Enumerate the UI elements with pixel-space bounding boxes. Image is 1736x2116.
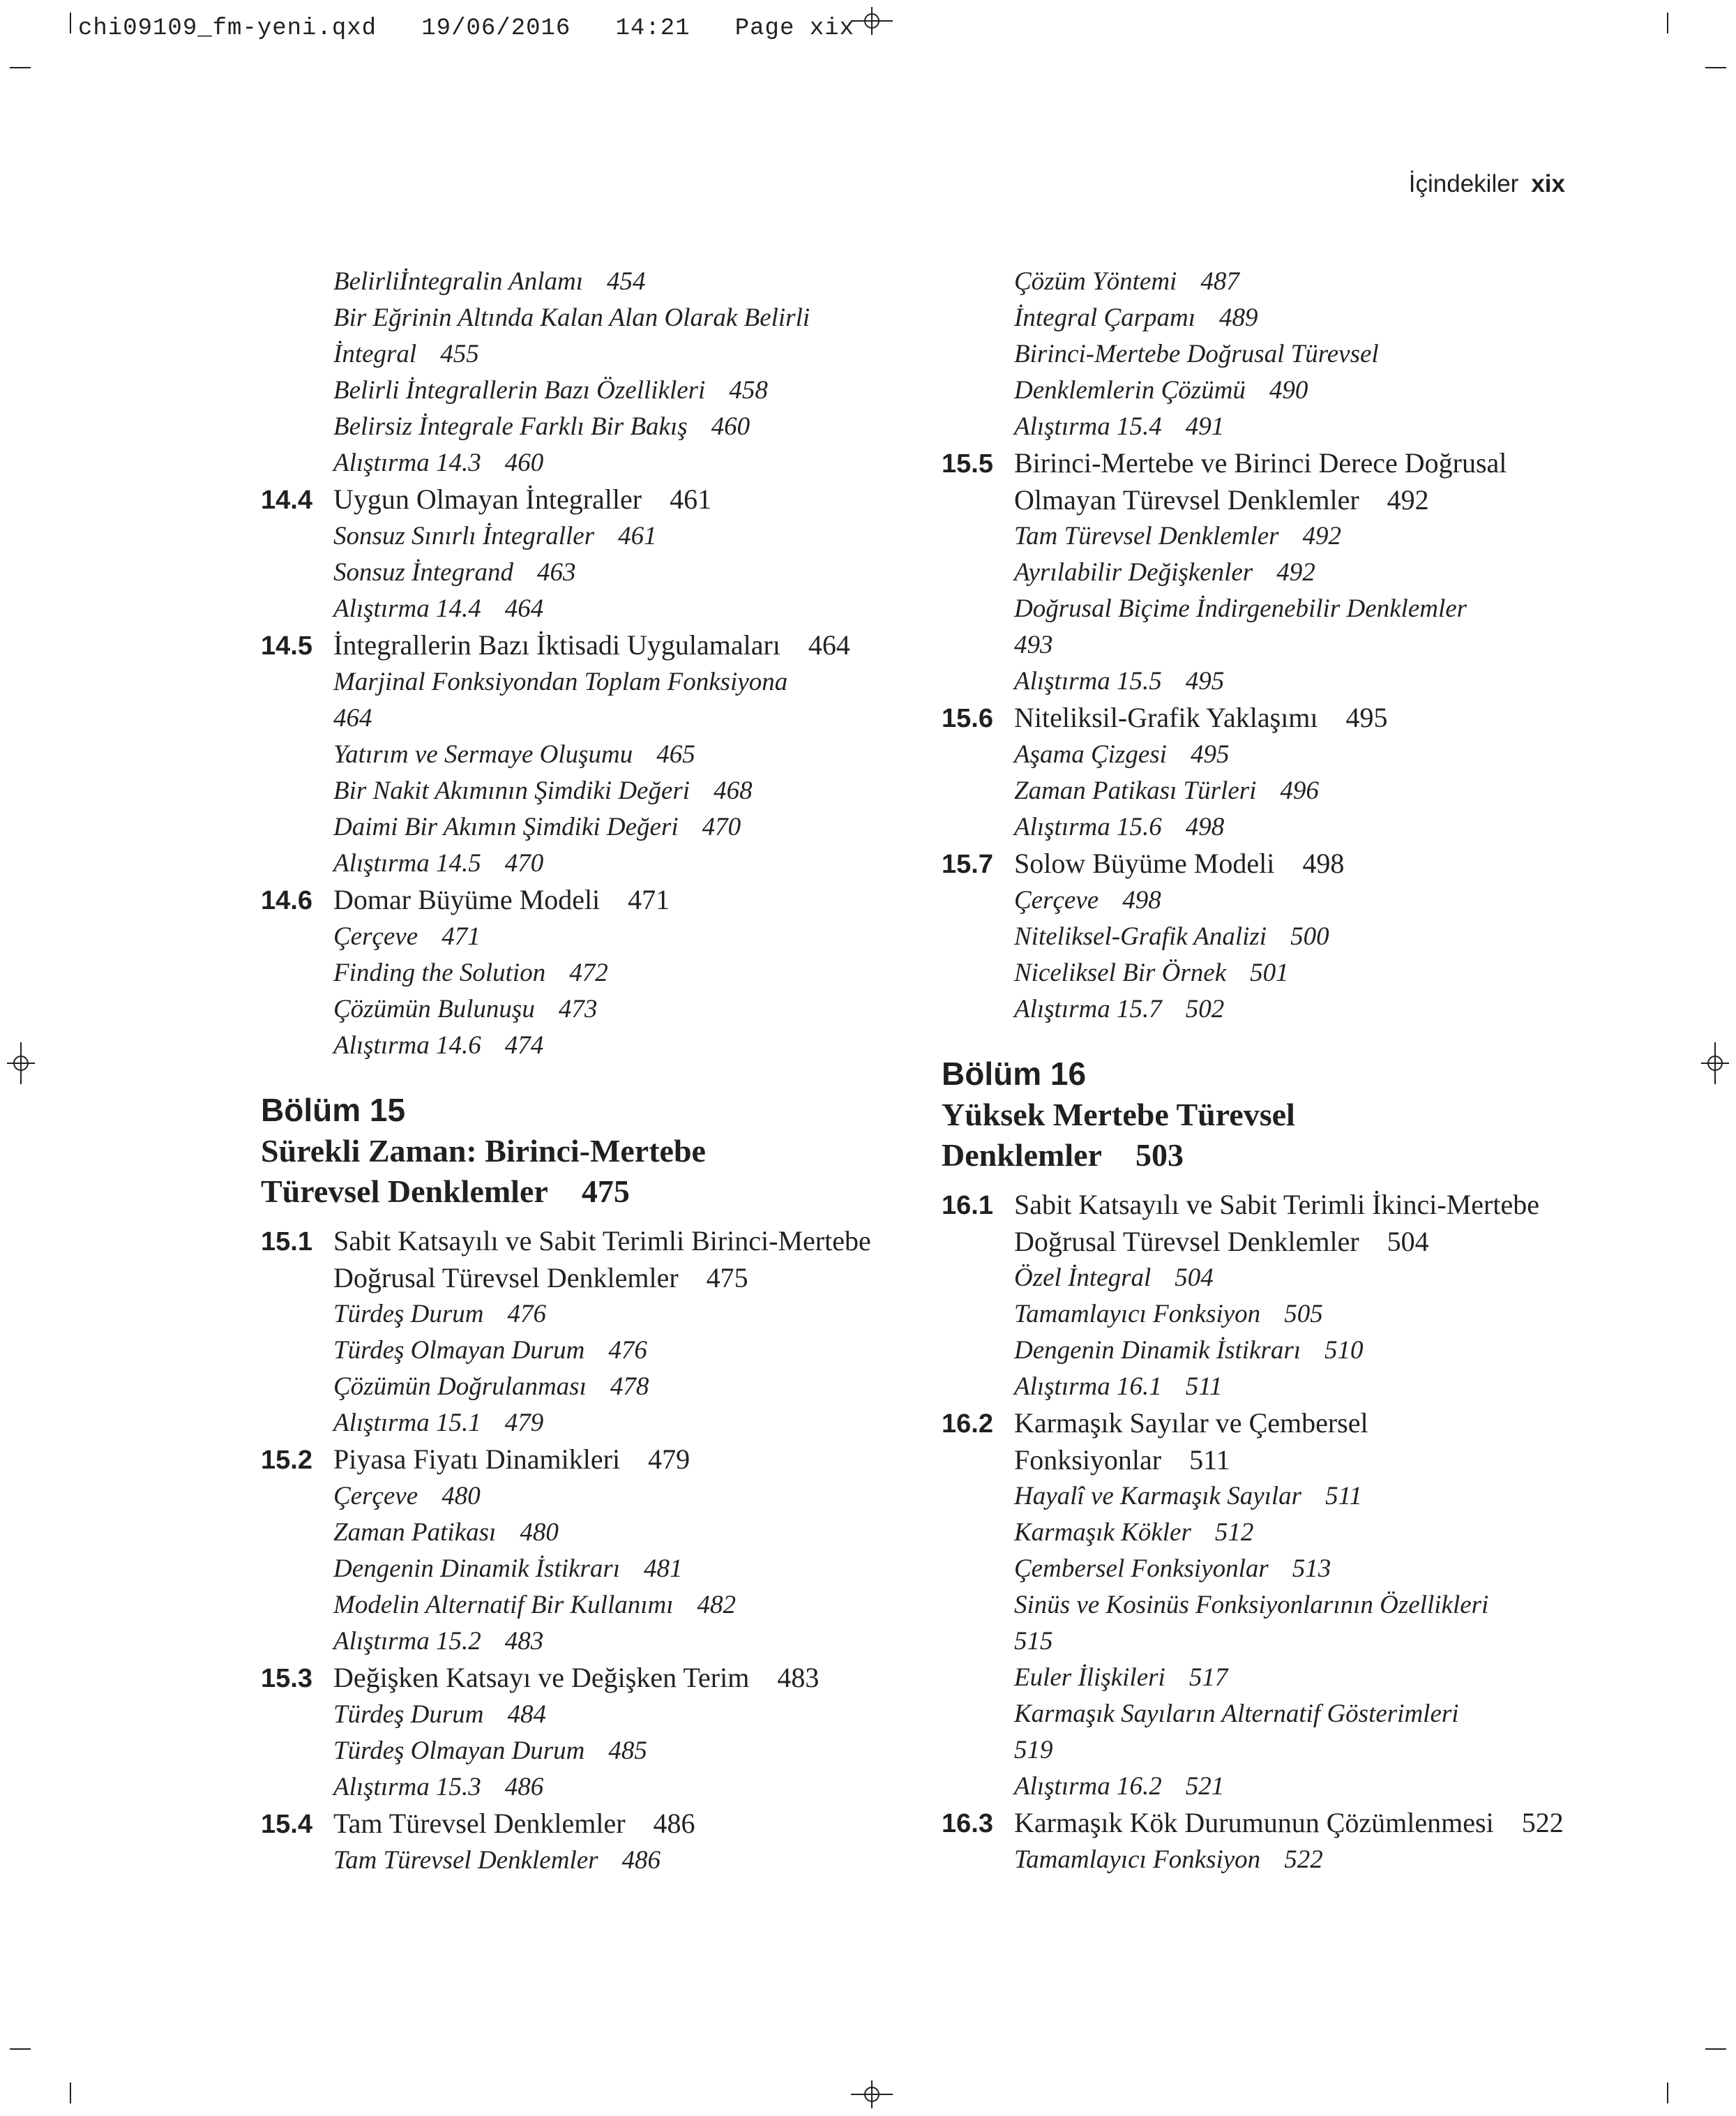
toc-subsection-entry bbox=[261, 264, 889, 300]
subsection-title: Alıştırma 14.6 bbox=[333, 1031, 481, 1060]
running-head bbox=[1409, 170, 1565, 198]
toc-subsection-entry bbox=[942, 627, 1590, 663]
subsection-page-number: 483 bbox=[504, 1627, 544, 1656]
subsection-title: Zaman Patikası bbox=[333, 1518, 497, 1547]
subsection-title: Sonsuz Sınırlı İntegraller bbox=[333, 522, 595, 550]
subsection-title: Daimi Bir Akımın Şimdiki Değeri bbox=[333, 813, 679, 841]
subsection-title: Çerçeve bbox=[333, 922, 418, 951]
toc-subsection-entry bbox=[261, 1769, 889, 1806]
section-title: Birinci-Mertebe ve Birinci Derece Doğrusal Olmayan Türevsel Denklemler bbox=[1014, 447, 1507, 516]
subsection-page-number: 482 bbox=[697, 1591, 737, 1619]
toc-section-entry bbox=[261, 882, 889, 919]
section-page-number: 486 bbox=[653, 1808, 695, 1839]
print-slug: chi09109_fm-yeni.qxd 19/06/2016 14:21 Page xix bbox=[78, 15, 854, 42]
subsection-page-number: 511 bbox=[1325, 1482, 1362, 1510]
subsection-title: Tamamlayıcı Fonksiyon bbox=[1014, 1300, 1261, 1328]
toc-subsection-entry bbox=[261, 1028, 889, 1064]
subsection-page-number: 471 bbox=[441, 922, 481, 951]
subsection-title: Çerçeve bbox=[333, 1482, 418, 1510]
toc-subsection-entry bbox=[261, 591, 889, 627]
toc-section-entry bbox=[261, 1806, 889, 1843]
subsection-title: Çözümün Bulunuşu bbox=[333, 995, 535, 1023]
subsection-title: Niteliksel-Grafik Analizi bbox=[1014, 922, 1267, 951]
toc-subsection-entry bbox=[942, 1696, 1590, 1732]
running-head-title: İçindekiler bbox=[1408, 170, 1519, 197]
chapter-page-number: 503 bbox=[1135, 1137, 1184, 1173]
toc-subsection-entry bbox=[261, 1733, 889, 1769]
subsection-title: Alıştırma 15.7 bbox=[1014, 995, 1162, 1023]
section-title: Değişken Katsayı ve Değişken Terim bbox=[333, 1662, 750, 1693]
subsection-title: Alıştırma 14.4 bbox=[333, 594, 481, 623]
toc-subsection-entry bbox=[942, 1551, 1590, 1587]
section-number: 14.4 bbox=[261, 486, 312, 515]
toc-subsection-entry bbox=[942, 1842, 1590, 1878]
toc-subsection-entry bbox=[942, 919, 1590, 955]
toc-subsection-entry bbox=[261, 1697, 889, 1733]
toc-subsection-entry bbox=[261, 1478, 889, 1515]
subsection-title: Çembersel Fonksiyonlar bbox=[1014, 1554, 1269, 1583]
subsection-page-number: 463 bbox=[536, 558, 576, 587]
section-page-number: 461 bbox=[670, 483, 712, 515]
subsection-page-number: 513 bbox=[1292, 1554, 1331, 1583]
subsection-title: Sinüs ve Kosinüs Fonksiyonlarının Özellikleri bbox=[1014, 1591, 1489, 1619]
chapter-heading bbox=[942, 1053, 1590, 1176]
subsection-title: Karmaşık Kökler bbox=[1014, 1518, 1191, 1547]
subsection-title: İntegral Çarpamı bbox=[1014, 303, 1196, 332]
subsection-page-number: 522 bbox=[1284, 1845, 1323, 1874]
subsection-title: Dengenin Dinamik İstikrarı bbox=[333, 1554, 621, 1583]
section-page-number: 483 bbox=[777, 1662, 820, 1693]
chapter-heading bbox=[261, 1089, 889, 1212]
subsection-title: Ayrılabilir Değişkenler bbox=[1014, 558, 1253, 587]
subsection-page-number: 470 bbox=[504, 849, 544, 878]
toc-subsection-entry bbox=[942, 1623, 1590, 1660]
subsection-title: 493 bbox=[1014, 631, 1053, 659]
toc-section-entry bbox=[942, 1805, 1590, 1842]
subsection-page-number: 511 bbox=[1185, 1372, 1223, 1401]
toc-subsection-entry bbox=[261, 955, 889, 991]
toc-subsection-entry bbox=[261, 664, 889, 700]
subsection-page-number: 492 bbox=[1302, 522, 1342, 550]
section-page-number: 511 bbox=[1189, 1444, 1230, 1476]
section-number: 15.2 bbox=[261, 1446, 312, 1475]
section-title: Karmaşık Kök Durumunun Çözümlenmesi bbox=[1014, 1807, 1494, 1838]
toc-subsection-entry bbox=[261, 555, 889, 591]
toc-subsection-entry bbox=[942, 1333, 1590, 1369]
section-title: Tam Türevsel Denklemler bbox=[333, 1808, 626, 1839]
subsection-title: Belirliİntegralin Anlamı bbox=[333, 267, 583, 296]
subsection-page-number: 512 bbox=[1214, 1518, 1254, 1547]
chapter-title-line: Yüksek Mertebe Türevsel bbox=[942, 1097, 1295, 1132]
section-page-number: 475 bbox=[706, 1262, 748, 1293]
section-page-number: 504 bbox=[1387, 1226, 1429, 1257]
subsection-title: Türdeş Olmayan Durum bbox=[333, 1736, 585, 1765]
toc-section-entry bbox=[942, 846, 1590, 883]
subsection-page-number: 495 bbox=[1185, 667, 1225, 696]
toc-subsection-entry bbox=[942, 336, 1590, 373]
crop-mark-top-right-vertical bbox=[1667, 13, 1668, 33]
chapter-title-line: Sürekli Zaman: Birinci-Mertebe bbox=[261, 1133, 706, 1169]
toc-subsection-entry bbox=[261, 300, 889, 336]
subsection-title: Denklemlerin Çözümü bbox=[1014, 376, 1246, 405]
section-title: Karmaşık Sayılar ve Çembersel Fonksiyonlar bbox=[1014, 1407, 1368, 1476]
subsection-title: Alıştırma 15.6 bbox=[1014, 813, 1162, 841]
toc-subsection-entry bbox=[261, 1405, 889, 1441]
crop-mark-top-left-vertical bbox=[70, 13, 71, 33]
subsection-page-number: 479 bbox=[504, 1409, 544, 1437]
subsection-page-number: 484 bbox=[507, 1700, 547, 1729]
section-number: 15.7 bbox=[942, 850, 993, 879]
subsection-page-number: 510 bbox=[1324, 1336, 1364, 1365]
chapter-title bbox=[261, 1131, 889, 1212]
toc-subsection-entry bbox=[942, 1296, 1590, 1333]
subsection-page-number: 476 bbox=[507, 1300, 547, 1328]
subsection-page-number: 492 bbox=[1276, 558, 1315, 587]
section-title: İntegrallerin Bazı İktisadi Uygulamaları bbox=[333, 629, 780, 661]
chapter-title-line: Denklemler bbox=[942, 1137, 1102, 1173]
subsection-page-number: 473 bbox=[558, 995, 598, 1023]
toc-subsection-entry bbox=[942, 518, 1590, 555]
subsection-title: Çözümün Doğrulanması bbox=[333, 1372, 587, 1401]
subsection-page-number: 517 bbox=[1188, 1663, 1228, 1692]
subsection-page-number: 504 bbox=[1175, 1263, 1214, 1292]
chapter-title bbox=[942, 1095, 1590, 1176]
subsection-page-number: 470 bbox=[702, 813, 741, 841]
toc-subsection-entry bbox=[942, 591, 1590, 627]
crop-mark-top-left-horizontal bbox=[10, 67, 31, 68]
toc-subsection-entry bbox=[261, 700, 889, 737]
subsection-title: Alıştırma 14.3 bbox=[333, 449, 481, 477]
subsection-page-number: 460 bbox=[504, 449, 544, 477]
toc-section-entry bbox=[942, 1187, 1590, 1260]
subsection-page-number: 461 bbox=[618, 522, 657, 550]
subsection-title: Niceliksel Bir Örnek bbox=[1014, 959, 1227, 987]
section-title: Piyasa Fiyatı Dinamikleri bbox=[333, 1443, 621, 1475]
subsection-page-number: 476 bbox=[608, 1336, 647, 1365]
subsection-title: Alıştırma 16.1 bbox=[1014, 1372, 1162, 1401]
subsection-page-number: 500 bbox=[1290, 922, 1329, 951]
subsection-title: Çözüm Yöntemi bbox=[1014, 267, 1177, 296]
subsection-title: Belirsiz İntegrale Farklı Bir Bakış bbox=[333, 412, 688, 441]
section-title: Niteliksil-Grafik Yaklaşımı bbox=[1014, 702, 1318, 733]
section-title: Sabit Katsayılı ve Sabit Terimli Birinci-Mertebe Doğrusal Türevsel Denklemler bbox=[333, 1225, 871, 1293]
toc-subsection-entry bbox=[942, 773, 1590, 809]
toc-section-entry bbox=[942, 1405, 1590, 1478]
subsection-title: 519 bbox=[1014, 1736, 1053, 1764]
toc-subsection-entry bbox=[942, 1732, 1590, 1769]
subsection-page-number: 487 bbox=[1200, 267, 1239, 296]
subsection-title: 464 bbox=[333, 704, 372, 733]
section-number: 15.4 bbox=[261, 1810, 312, 1839]
toc-subsection-entry bbox=[942, 1478, 1590, 1515]
toc-column-left bbox=[261, 264, 889, 1879]
subsection-page-number: 458 bbox=[729, 376, 768, 405]
section-title: Domar Büyüme Modeli bbox=[333, 884, 601, 915]
registration-mark-top bbox=[851, 6, 893, 36]
subsection-page-number: 498 bbox=[1185, 813, 1225, 841]
subsection-title: Karmaşık Sayıların Alternatif Gösterimleri bbox=[1014, 1699, 1459, 1728]
subsection-title: 515 bbox=[1014, 1627, 1053, 1656]
toc-subsection-entry bbox=[261, 518, 889, 555]
subsection-page-number: 495 bbox=[1190, 740, 1230, 769]
section-title: Uygun Olmayan İntegraller bbox=[333, 483, 642, 515]
crop-mark-top-right-horizontal bbox=[1705, 67, 1726, 68]
subsection-page-number: 485 bbox=[608, 1736, 647, 1765]
toc-subsection-entry bbox=[942, 663, 1590, 700]
subsection-title: Alıştırma 16.2 bbox=[1014, 1772, 1162, 1801]
subsection-title: Alıştırma 15.5 bbox=[1014, 667, 1162, 696]
registration-mark-left bbox=[6, 1042, 36, 1084]
chapter-title-line: Türevsel Denklemler bbox=[261, 1173, 548, 1209]
subsection-title: Euler İlişkileri bbox=[1014, 1663, 1165, 1692]
subsection-title: Finding the Solution bbox=[333, 959, 546, 987]
section-page-number: 492 bbox=[1387, 484, 1429, 516]
subsection-title: Alıştırma 15.3 bbox=[333, 1773, 481, 1801]
toc-subsection-entry bbox=[261, 809, 889, 846]
section-number: 16.3 bbox=[942, 1809, 993, 1838]
toc-subsection-entry bbox=[261, 991, 889, 1028]
subsection-title: Belirli İntegrallerin Bazı Özellikleri bbox=[333, 376, 706, 405]
subsection-title: Hayalî ve Karmaşık Sayılar bbox=[1014, 1482, 1302, 1510]
toc-subsection-entry bbox=[942, 1660, 1590, 1696]
chapter-label: Bölüm 16 bbox=[942, 1056, 1087, 1092]
subsection-title: Çerçeve bbox=[1014, 886, 1099, 915]
section-number: 16.2 bbox=[942, 1409, 993, 1439]
toc-subsection-entry bbox=[942, 300, 1590, 336]
section-number: 15.1 bbox=[261, 1227, 312, 1256]
subsection-page-number: 486 bbox=[504, 1773, 544, 1801]
chapter-label: Bölüm 15 bbox=[261, 1092, 406, 1128]
toc-section-entry bbox=[261, 1660, 889, 1697]
toc-subsection-entry bbox=[942, 809, 1590, 846]
section-page-number: 522 bbox=[1521, 1807, 1564, 1838]
crop-mark-bottom-right-horizontal bbox=[1705, 2048, 1726, 2050]
section-number: 15.6 bbox=[942, 704, 993, 733]
toc-subsection-entry bbox=[942, 1369, 1590, 1405]
subsection-page-number: 468 bbox=[714, 776, 753, 805]
toc-column-right bbox=[942, 264, 1590, 1878]
toc-subsection-entry bbox=[261, 1587, 889, 1623]
subsection-title: Alıştırma 15.2 bbox=[333, 1627, 481, 1656]
section-number: 14.6 bbox=[261, 886, 312, 915]
section-page-number: 498 bbox=[1302, 848, 1345, 879]
subsection-title: Türdeş Durum bbox=[333, 1300, 484, 1328]
subsection-title: Bir Eğrinin Altında Kalan Alan Olarak Belirli bbox=[333, 303, 810, 332]
subsection-page-number: 489 bbox=[1219, 303, 1258, 332]
subsection-page-number: 481 bbox=[644, 1554, 683, 1583]
toc-section-entry bbox=[261, 1223, 889, 1296]
subsection-title: Birinci-Mertebe Doğrusal Türevsel bbox=[1014, 340, 1379, 368]
chapter-page-number: 475 bbox=[581, 1173, 630, 1209]
subsection-page-number: 496 bbox=[1280, 776, 1319, 805]
toc-subsection-entry bbox=[942, 883, 1590, 919]
subsection-title: Doğrusal Biçime İndirgenebilir Denklemler bbox=[1014, 594, 1467, 623]
crop-mark-bottom-left-vertical bbox=[70, 2083, 71, 2103]
subsection-title: Dengenin Dinamik İstikrarı bbox=[1014, 1336, 1301, 1365]
toc-subsection-entry bbox=[942, 1260, 1590, 1296]
subsection-page-number: 460 bbox=[711, 412, 750, 441]
section-number: 14.5 bbox=[261, 631, 312, 661]
toc-subsection-entry bbox=[942, 1515, 1590, 1551]
section-title: Sabit Katsayılı ve Sabit Terimli İkinci-Mertebe Doğrusal Türevsel Denklemler bbox=[1014, 1189, 1539, 1257]
subsection-title: Aşama Çizgesi bbox=[1014, 740, 1167, 769]
section-number: 15.3 bbox=[261, 1664, 312, 1693]
subsection-page-number: 498 bbox=[1122, 886, 1161, 915]
toc-section-entry bbox=[261, 1441, 889, 1478]
subsection-title: Yatırım ve Sermaye Oluşumu bbox=[333, 740, 633, 769]
toc-subsection-entry bbox=[942, 737, 1590, 773]
toc-subsection-entry bbox=[261, 1296, 889, 1333]
subsection-page-number: 478 bbox=[610, 1372, 649, 1401]
subsection-title: Özel İntegral bbox=[1014, 1263, 1152, 1292]
toc-subsection-entry bbox=[261, 1623, 889, 1660]
subsection-page-number: 465 bbox=[656, 740, 695, 769]
toc-subsection-entry bbox=[942, 955, 1590, 991]
toc-subsection-entry bbox=[261, 1551, 889, 1587]
subsection-page-number: 455 bbox=[440, 340, 479, 368]
section-title: Solow Büyüme Modeli bbox=[1014, 848, 1275, 879]
toc-section-entry bbox=[261, 627, 889, 664]
toc-subsection-entry bbox=[261, 1369, 889, 1405]
subsection-page-number: 472 bbox=[569, 959, 608, 987]
toc-subsection-entry bbox=[261, 1843, 889, 1879]
subsection-page-number: 491 bbox=[1185, 412, 1225, 441]
section-number: 16.1 bbox=[942, 1191, 993, 1220]
subsection-title: Türdeş Durum bbox=[333, 1700, 484, 1729]
subsection-page-number: 502 bbox=[1185, 995, 1225, 1023]
toc-subsection-entry bbox=[261, 445, 889, 481]
subsection-title: Marjinal Fonksiyondan Toplam Fonksiyona bbox=[333, 668, 788, 696]
subsection-title: Alıştırma 15.4 bbox=[1014, 412, 1162, 441]
subsection-page-number: 474 bbox=[504, 1031, 544, 1060]
subsection-title: Zaman Patikası Türleri bbox=[1014, 776, 1257, 805]
section-page-number: 464 bbox=[808, 629, 850, 661]
toc-subsection-entry bbox=[261, 1333, 889, 1369]
toc-section-entry bbox=[261, 481, 889, 518]
subsection-page-number: 486 bbox=[621, 1846, 661, 1875]
subsection-page-number: 505 bbox=[1284, 1300, 1323, 1328]
toc-subsection-entry bbox=[261, 919, 889, 955]
subsection-title: Alıştırma 15.1 bbox=[333, 1409, 481, 1437]
subsection-page-number: 454 bbox=[607, 267, 646, 296]
crop-mark-bottom-right-vertical bbox=[1667, 2083, 1668, 2103]
toc-subsection-entry bbox=[942, 264, 1590, 300]
toc-subsection-entry bbox=[942, 555, 1590, 591]
subsection-title: Tam Türevsel Denklemler bbox=[333, 1846, 598, 1875]
registration-mark-right bbox=[1700, 1042, 1730, 1084]
toc-subsection-entry bbox=[261, 336, 889, 373]
toc-subsection-entry bbox=[942, 1769, 1590, 1805]
subsection-page-number: 464 bbox=[504, 594, 544, 623]
subsection-title: Modelin Alternatif Bir Kullanımı bbox=[333, 1591, 674, 1619]
subsection-title: İntegral bbox=[333, 340, 417, 368]
toc-subsection-entry bbox=[261, 737, 889, 773]
subsection-page-number: 480 bbox=[520, 1518, 559, 1547]
subsection-title: Türdeş Olmayan Durum bbox=[333, 1336, 585, 1365]
toc-subsection-entry bbox=[942, 991, 1590, 1028]
subsection-page-number: 490 bbox=[1269, 376, 1308, 405]
section-number: 15.5 bbox=[942, 449, 993, 479]
page-number: xix bbox=[1531, 170, 1565, 197]
toc-section-entry bbox=[942, 700, 1590, 737]
toc-subsection-entry bbox=[261, 773, 889, 809]
subsection-title: Bir Nakit Akımının Şimdiki Değeri bbox=[333, 776, 690, 805]
toc-subsection-entry bbox=[261, 1515, 889, 1551]
subsection-title: Tamamlayıcı Fonksiyon bbox=[1014, 1845, 1261, 1874]
crop-mark-bottom-left-horizontal bbox=[10, 2048, 31, 2050]
toc-subsection-entry bbox=[261, 409, 889, 445]
toc-subsection-entry bbox=[942, 1587, 1590, 1623]
section-page-number: 479 bbox=[648, 1443, 690, 1475]
toc-subsection-entry bbox=[942, 409, 1590, 445]
subsection-title: Sonsuz İntegrand bbox=[333, 558, 513, 587]
section-page-number: 495 bbox=[1345, 702, 1388, 733]
subsection-page-number: 521 bbox=[1185, 1772, 1225, 1801]
section-page-number: 471 bbox=[628, 884, 670, 915]
subsection-title: Tam Türevsel Denklemler bbox=[1014, 522, 1279, 550]
toc-subsection-entry bbox=[942, 373, 1590, 409]
toc-subsection-entry bbox=[261, 846, 889, 882]
toc-section-entry bbox=[942, 445, 1590, 518]
registration-mark-bottom bbox=[851, 2079, 893, 2110]
subsection-page-number: 480 bbox=[441, 1482, 481, 1510]
toc-subsection-entry bbox=[261, 373, 889, 409]
subsection-title: Alıştırma 14.5 bbox=[333, 849, 481, 878]
subsection-page-number: 501 bbox=[1250, 959, 1289, 987]
